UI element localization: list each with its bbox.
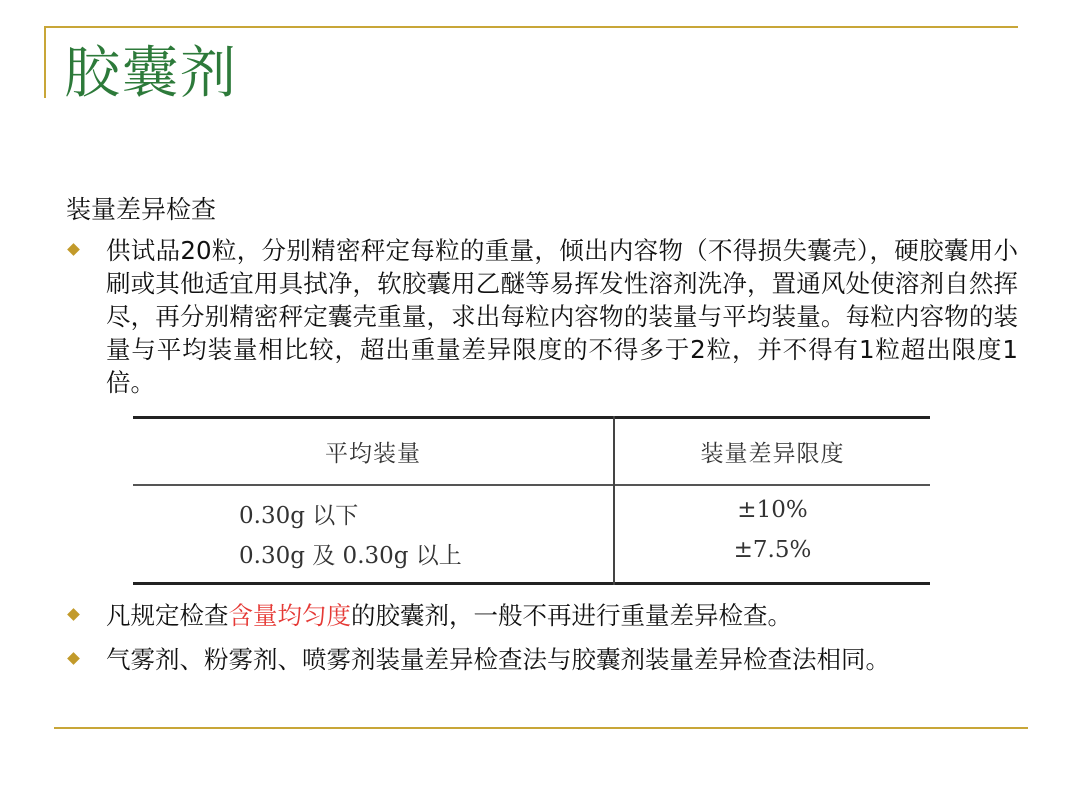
diamond-bullet-icon [67,243,80,256]
bullet-text-content-uniformity [106,599,1018,632]
diamond-bullet-icon [67,652,80,665]
bullet-text-part: 凡规定检查 [106,601,229,630]
emphasized-term: 含量均匀度 [228,601,351,630]
table-cell-range-2: 0.30g 及 0.30g 以上 [239,543,462,569]
bullet-text-aerosols: 气雾剂、粉雾剂、喷雾剂装量差异检查法与胶囊剂装量差异检查法相同。 [106,645,890,674]
footer-rule [54,727,1028,729]
table-bottom-rule [133,582,930,585]
table-header-average-fill: 平均装量 [325,441,421,467]
section-subheading: 装量差异检查 [66,195,217,224]
table-top-rule [133,416,930,419]
bullet-text-procedure: 供试品20粒，分别精密秤定每粒的重量，倾出内容物（不得损失囊壳），硬胶囊用小刷或其他适宜用具拭净，软胶囊用乙醚等易挥发性溶剂洗净，置通风处使溶剂自然挥尽，再分别精密秤定囊壳重量，求出每粒内容物的装量与平均装量。每粒内容物的装量与平均装量相比较，超出重量差异限度的不得多于2粒，并不得有1粒超出限度1倍。 [106,236,1018,397]
table-header-variation-limit: 装量差异限度 [700,441,845,467]
title-left-rule [44,26,46,98]
slide-title: 胶囊剂 [64,41,238,106]
table-cell-limit-2: ±7.5% [733,537,812,563]
table-cell-range-1: 0.30g 以下 [239,503,359,529]
table-header-rule [133,484,930,486]
diamond-bullet-icon [67,608,80,621]
bullet-text-part: 的胶囊剂，一般不再进行重量差异检查。 [351,601,792,630]
table-cell-limit-1: ±10% [737,497,808,523]
title-top-rule [44,26,1018,28]
weight-variation-table [133,416,930,586]
